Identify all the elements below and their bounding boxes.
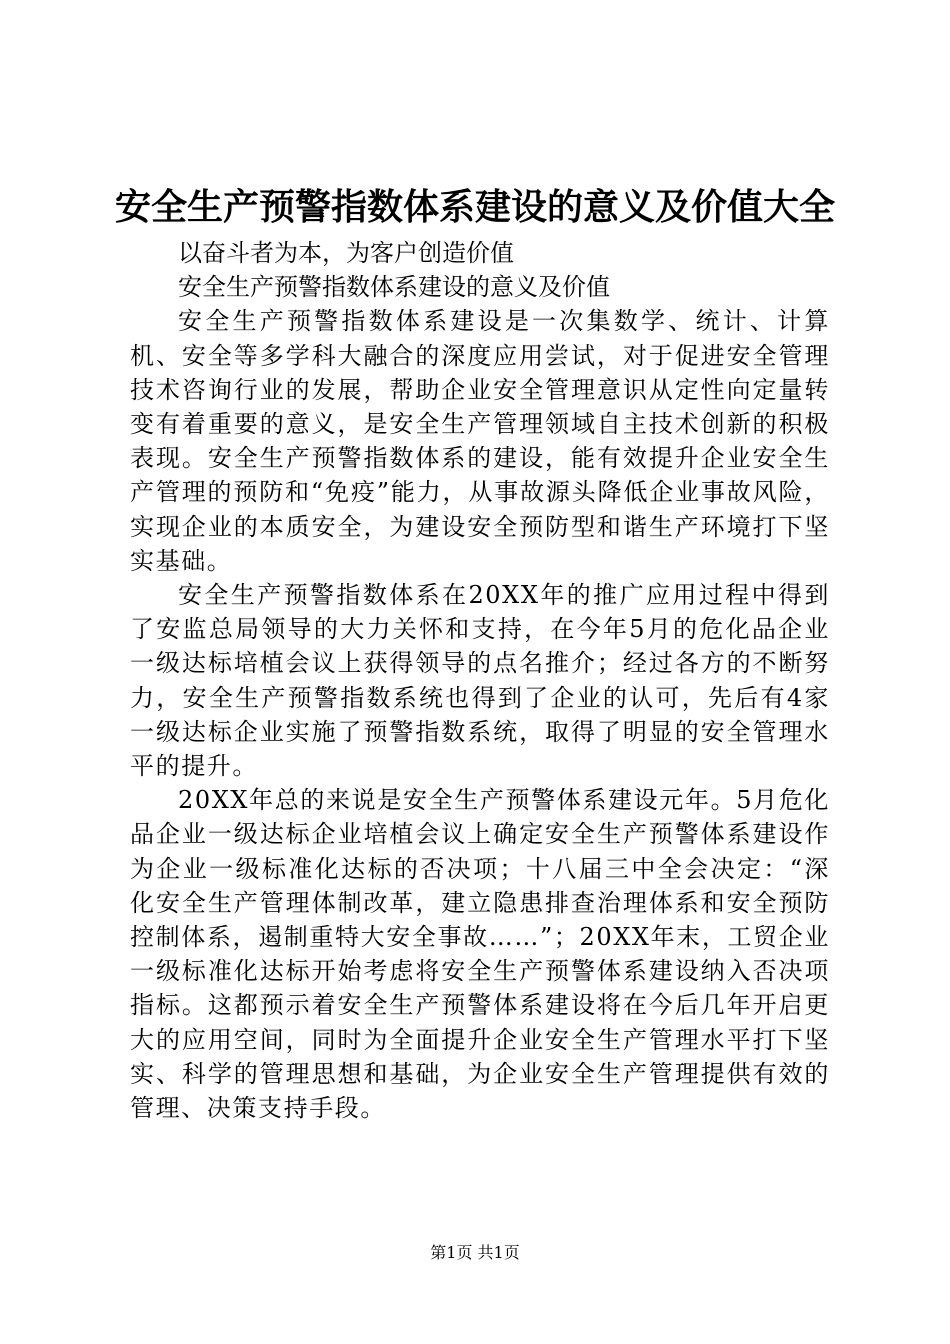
body-paragraph: 安全生产预警指数体系建设是一次集数学、统计、计算机、安全等多学科大融合的深度应用尝试，对于促进安全管理技术咨询行业的发展，帮助企业安全管理意识从定性向定量转变有着重要的意义，是安全生产管理领域自主技术创新的积极表现。安全生产预警指数体系的建设，能有效提升企业安全生产管理的预防和“免疫”能力，从事故源头降低企业事故风险，实现企业的本质安全，为建设安全预防型和谐生产环境打下坚实基础。 [130, 307, 830, 575]
body-paragraph: 安全生产预警指数体系在20XX年的推广应用过程中得到了安监总局领导的大力关怀和支持，在今年5月的危化品企业一级达标培植会议上获得领导的点名推介；经过各方的不断努力，安全生产预警指数系统也得到了企业的认可，先后有4家一级达标企业实施了预警指数系统，取得了明显的安全管理水平的提升。 [130, 581, 830, 781]
subtitle-line: 以奋斗者为本，为客户创造价值 [178, 239, 514, 267]
document-body [130, 236, 830, 1125]
page-footer: 第1页 共1页 [430, 1243, 520, 1262]
subtitle-line: 安全生产预警指数体系建设的意义及价值 [178, 273, 610, 302]
body-paragraph: 20XX年总的来说是安全生产预警体系建设元年。5月危化品企业一级达标企业培植会议上确定安全生产预警体系建设作为企业一级标准化达标的否决项；十八届三中全会决定：“深化安全生产管理体制改革，建立隐患排查治理体系和安全预防控制体系，遏制重特大安全事故……”；20XX年末，工贸企业一级标准化达标开始考虑将安全生产预警体系建设纳入否决项指标。这都预示着安全生产预警体系建设将在今后几年开启更大的应用空间，同时为全面提升企业安全生产管理水平打下坚实、科学的管理思想和基础，为企业安全生产管理提供有效的管理、决策支持手段。 [130, 786, 830, 1123]
document-title: 安全生产预警指数体系建设的意义及价值大全 [114, 187, 835, 228]
